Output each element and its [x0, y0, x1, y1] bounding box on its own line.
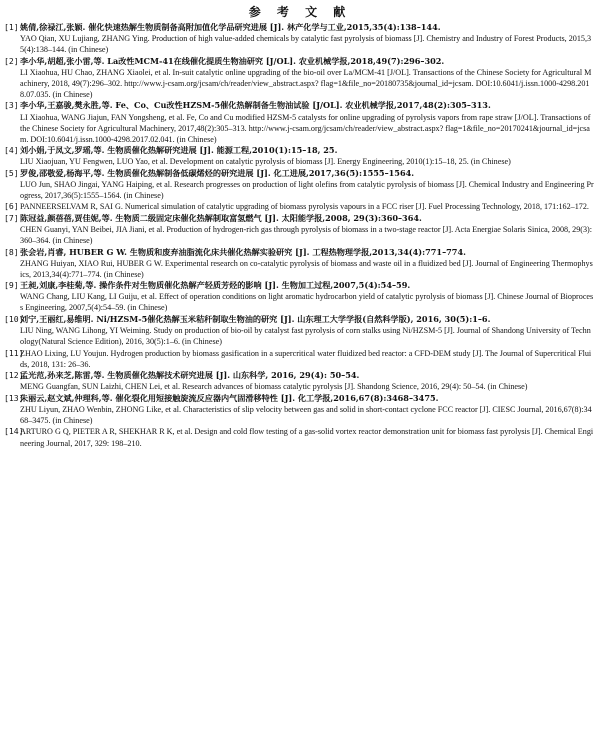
reference-number: [3] [4, 100, 19, 111]
reference-chinese-text: 张会岩,肖睿, HUBER G W. 生物质和废弃油脂流化床共催化热解实验研究 [J]. 工程热物理学报,2013,34(4):771–774. [20, 246, 466, 257]
reference-item [4, 280, 594, 313]
reference-item [4, 370, 594, 392]
reference-english-text: CHEN Guanyi, YAN Beibei, JIA Jiani, et al. Production of hydrogen-rich gas through pyrolysis of biomass in a two-stage reactor [J]. Acta Energiae Solaris Sinica, 2008, 29(3):360–364. (in Chinese) [20, 225, 593, 246]
reference-number: [11] [4, 347, 24, 358]
reference-item [4, 56, 594, 100]
reference-number: [13] [4, 392, 24, 403]
reference-item [4, 348, 594, 370]
reference-number: [12] [4, 370, 24, 381]
reference-chinese-text: 刘小娟,于凤文,罗瑶,等. 生物质催化热解研究进展 [J]. 能源工程,2010(1):15–18, 25. [20, 145, 338, 156]
reference-english-text: LIU Ning, WANG Lihong, YI Weiming. Study on production of bio-oil by catalyst fast pyrolysis of corn stalks using Ni/HZSM-5 [J]. Journal of Shandong University of Technology(Natural Science Edition), 2016, 30(5):1–6. (in Chinese) [20, 326, 591, 347]
reference-number: [10] [4, 313, 24, 324]
reference-item [4, 314, 594, 347]
reference-chinese-text: 李小华,胡超,张小雷,等. La改性MCM-41在线催化提质生物油研究 [J/OL]. 农业机械学报,2018,49(7):296–302. [20, 55, 445, 66]
reference-english-text: MENG Guangfan, SUN Laizhi, CHEN Lei, et al. Research advances of biomass catalytic pyrolysis [J]. Shandong Science, 2016, 29(4): 50–54. (in Chinese) [20, 382, 528, 392]
reference-english-text: LIU Xiaojuan, YU Fengwen, LUO Yao, et al. Development on catalytic pyrolysis of biomass [J]. Energy Engineering, 2010(1):15–18, 25. (in Chinese) [20, 157, 511, 167]
reference-chinese-text: 刘宁,王丽红,易维明. Ni/HZSM-5催化热解玉米秸秆制取生物油的研究 [J]. 山东理工大学学报(自然科学版), 2016, 30(5):1–6. [20, 313, 491, 324]
reference-item [4, 100, 594, 144]
reference-chinese-text: 李小华,王嘉骏,樊永胜,等. Fe、Co、Cu改性HZSM-5催化热解制备生物油试验 [J/OL]. 农业机械学报,2017,48(2):305–313. [20, 100, 491, 111]
reference-chinese-text: 朱丽云,赵文斌,仲理科,等. 催化裂化用短接触旋流反应器内气固滑移特性 [J]. 化工学报,2016,67(8):3468–3475. [20, 392, 439, 403]
reference-english-text: ZHAO Lixing, LU Youjun. Hydrogen production by biomass gasification in a supercritical water fluidized bed reactor: a CFD-DEM study [J]. The Journal of Supercritical Fluids, 2018, 131: 26–36. [20, 348, 592, 369]
reference-english-text: LI Xiaohua, WANG Jiajun, FAN Yongsheng, et al. Fe, Co and Cu modified HZSM-5 catalysts for online upgrading of pyrolysis vapors from rape straw [J/OL]. Transactions of the Chinese Society for Agricultural Machinery, 2017,48(2):305–313. http://www.j-csam.org/jcsam/ch/reader/view_abstract.aspx? flag=1&file_no=20170241&journal_id=jcsam. DOI:10.6041/j.issn.1000-4298.2017.02.041. (in Chinese) [20, 112, 591, 144]
reference-number: [5] [4, 167, 19, 178]
reference-chinese-text: 姚倩,徐禄江,张颖. 催化快速热解生物质制备高附加值化学品研究进展 [J]. 林产化学与工业,2015,35(4):138–144. [20, 22, 441, 32]
reference-item [4, 201, 594, 212]
reference-chinese-text: 罗俊,邵敬爱,杨海平,等. 生物质催化热解制备低碳烯烃的研究进展 [J]. 化工进展,2017,36(5):1555–1564. [20, 167, 415, 178]
reference-english-text: LUO Jun, SHAO Jingai, YANG Haiping, et al. Research progresses on production of light olefins from catalytic pyrolysis of biomass [J]. Chemical Industry and Engineering Progress, 2017,36(5):1555–1564. (in Chinese) [20, 179, 594, 200]
reference-number: [9] [4, 280, 19, 291]
reference-english-text: ZHU Liyun, ZHAO Wenbin, ZHONG Like, et al. Characteristics of slip velocity between gas and solid in short-contact cyclone FCC reactor [J]. CIESC Journal, 2016,67(8):3468–3475. (in Chinese) [20, 404, 592, 425]
reference-english-text: WANG Chang, LIU Kang, LI Guiju, et al. Effect of operation conditions on light aromatic hydrocarbon yield of catalytic pyrolysis of biomass [J]. Chinese Journal of Bioprocess Engineering, 2007,5(4):54–59. (in Chinese) [20, 292, 594, 313]
reference-english-text: ZHANG Huiyan, XIAO Rui, HUBER G W. Experimental research on co-catalytic pyrolysis of biomass and waste oil in a fluidized bed [J]. Journal of Engineering Thermophysics, 2013,34(4):771–774. (in Chinese) [20, 258, 593, 279]
reference-number: [4] [4, 145, 19, 156]
reference-item [4, 213, 594, 246]
reference-number: [7] [4, 212, 19, 223]
reference-number: [2] [4, 55, 19, 66]
reference-item [4, 426, 594, 448]
reference-chinese-text: 陈冠益,颜蓓蓓,贾佳妮,等. 生物质二级固定床催化热解制取富氢燃气 [J]. 太阳能学报,2008, 29(3):360–364. [20, 212, 422, 223]
reference-english-text: PANNEERSELVAM R, SAI G. Numerical simulation of catalytic upgrading of biomass pyrolysis vapours in a FCC riser [J]. Fuel Processing Technology, 2018, 171:162–172. [20, 202, 589, 212]
reference-item [4, 393, 594, 426]
reference-item [4, 22, 594, 55]
section-title: 参 考 文 献 [248, 5, 352, 19]
reference-number: [14] [4, 426, 24, 437]
reference-chinese-text: 王昶,刘康,李桂菊,等. 操作条件对生物质催化热解产轻质芳烃的影响 [J]. 生物加工过程,2007,5(4):54–59. [20, 280, 411, 291]
reference-item [4, 247, 594, 280]
reference-number: [1] [4, 22, 19, 32]
reference-item [4, 168, 594, 201]
reference-number: [6] [4, 201, 19, 212]
reference-english-text: ARTURO G Q, PIETER A R, SHEKHAR R K, et al. Design and cold flow testing of a gas-solid vortex reactor demonstration unit for biomass fast pyrolysis [J]. Chemical Engineering Journal, 2017, 329: 198–210. [20, 427, 594, 448]
reference-english-text: LI Xiaohua, HU Chao, ZHANG Xiaolei, et al. In-suit catalytic online upgrading of the bio-oil over La/MCM-41 [J/OL]. Transactions of the Chinese Society for Agricultural Machinery, 2018, 49(7):296–302. http://www.j-csam.org/jcsam/ch/reader/view_abstract.aspx? flag=1&file_no=20180735&journal_id=jcsam. DOI:10.6041/j.issn.1000-4298.2018.07.035. (in Chinese) [20, 67, 592, 99]
reference-number: [8] [4, 246, 19, 257]
reference-english-text: YAO Qian, XU Lujiang, ZHANG Ying. Production of high value-added chemicals by catalytic fast pyrolysis of biomass [J]. Chemistry and Industry of Forest Products, 2015,35(4):138–144. (in Chinese) [20, 34, 592, 55]
reference-list [4, 22, 594, 449]
reference-chinese-text: 孟光范,孙来芝,陈雷,等. 生物质催化热解技术研究进展 [J]. 山东科学, 2016, 29(4): 50–54. [20, 370, 360, 381]
reference-item [4, 145, 594, 167]
